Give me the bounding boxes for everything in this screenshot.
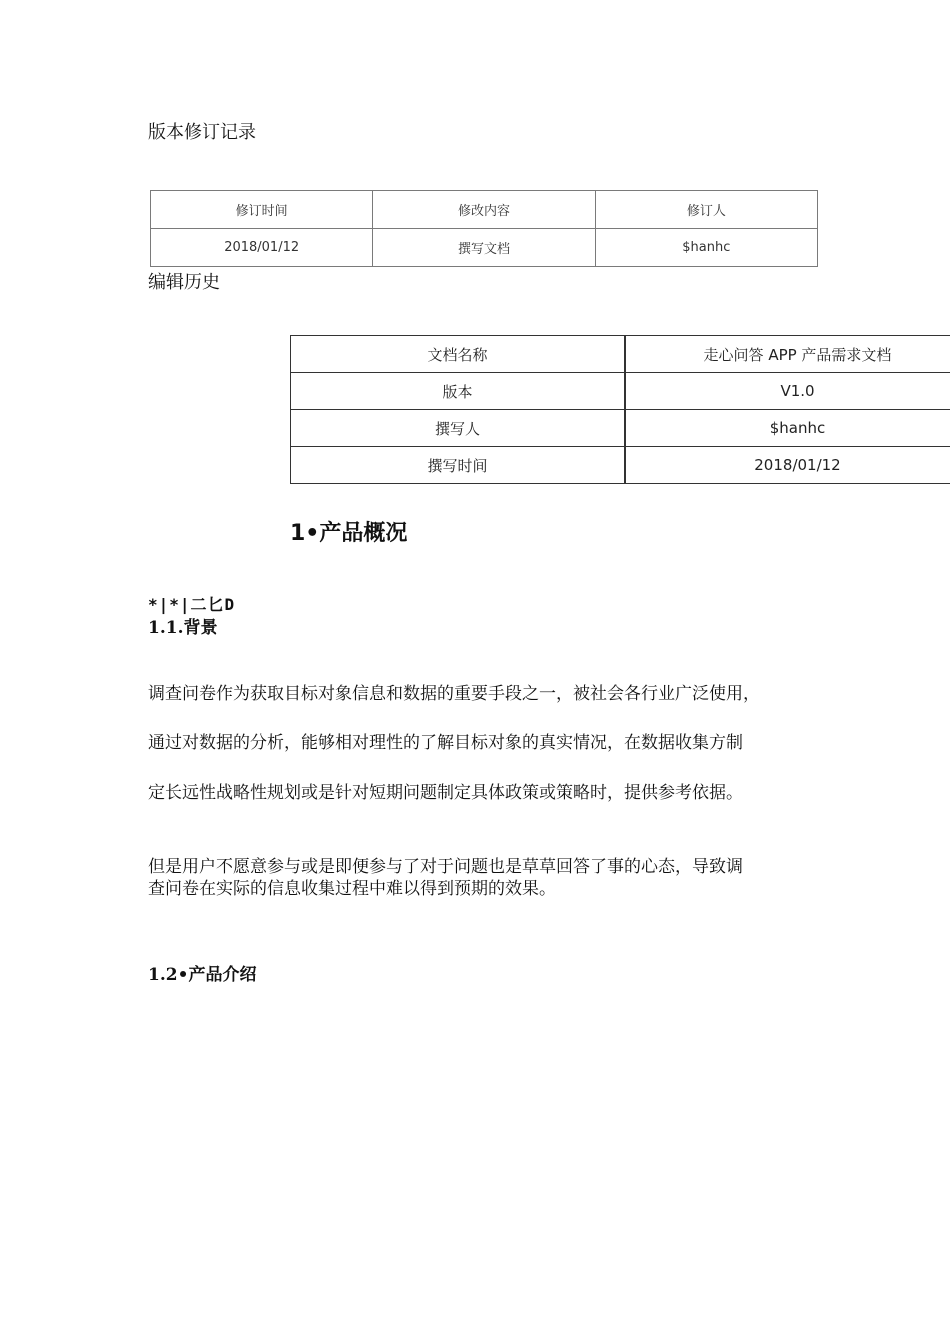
- info-key: 撰写时间: [291, 447, 626, 484]
- table-row: [151, 229, 818, 267]
- paragraph-line: 查问卷在实际的信息收集过程中难以得到预期的效果。: [148, 879, 556, 899]
- paragraph-line: 定长远性战略性规划或是针对短期问题制定具体政策或策略时，提供参考依据。: [148, 783, 743, 803]
- info-value: $hanhc: [625, 410, 950, 447]
- info-value: 走心问答 APP 产品需求文档: [625, 336, 950, 373]
- document-info-table: [290, 335, 950, 484]
- revision-record-title: 版本修订记录: [148, 122, 256, 143]
- paragraph-line: 调查问卷作为获取目标对象信息和数据的重要手段之一，被社会各行业广泛使用，: [148, 684, 760, 704]
- cell-reviser: $hanhc: [595, 229, 817, 267]
- info-value: V1.0: [625, 373, 950, 410]
- section-heading-product-overview: 1•产品概况: [290, 521, 408, 546]
- paragraph-line: 通过对数据的分析，能够相对理性的了解目标对象的真实情况，在数据收集方制: [148, 733, 743, 753]
- edit-history-title: 编辑历史: [148, 272, 220, 293]
- garbled-text: *|*|二匕D: [148, 595, 236, 614]
- subsection-heading-product-intro: 1.2•产品介绍: [148, 965, 257, 985]
- info-key: 撰写人: [291, 410, 626, 447]
- cell-revision-content: 撰写文档: [373, 229, 595, 267]
- subsection-heading-background: 1.1.背景: [148, 618, 218, 638]
- table-row: [291, 447, 950, 484]
- cell-revision-time: 2018/01/12: [151, 229, 373, 267]
- info-key: 文档名称: [291, 336, 626, 373]
- table-row: [291, 336, 950, 373]
- table-row: [291, 410, 950, 447]
- info-value: 2018/01/12: [625, 447, 950, 484]
- table-row: [291, 373, 950, 410]
- header-revision-content: 修改内容: [373, 191, 595, 229]
- revision-table: [150, 190, 818, 267]
- header-revision-time: 修订时间: [151, 191, 373, 229]
- paragraph-line: 但是用户不愿意参与或是即便参与了对于问题也是草草回答了事的心态，导致调: [148, 857, 743, 877]
- table-header-row: [151, 191, 818, 229]
- info-key: 版本: [291, 373, 626, 410]
- header-reviser: 修订人: [595, 191, 817, 229]
